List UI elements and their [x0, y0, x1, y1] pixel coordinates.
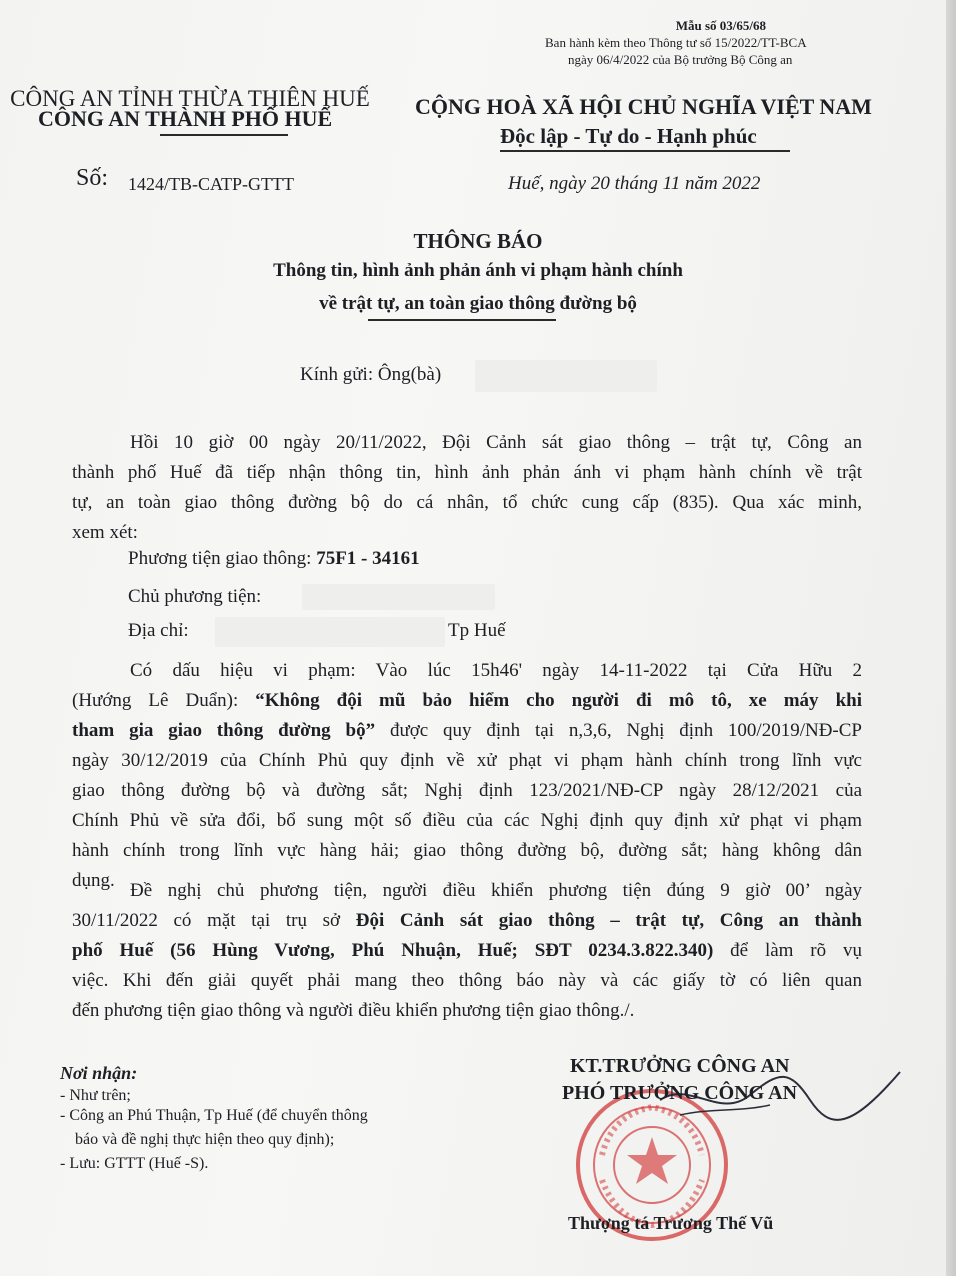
owner-label: Chủ phương tiện: [128, 586, 262, 607]
subtitle-underline [368, 319, 556, 321]
vehicle-label: Phương tiện giao thông: [128, 548, 317, 569]
paragraph-line [72, 906, 862, 936]
violation-paragraph [72, 656, 862, 896]
signature-title-1: KT.TRƯỞNG CÔNG AN [570, 1055, 790, 1077]
office-address: phố Huế (56 Hùng Vương, Phú Nhuận, Huế; SĐT 0234.3.822.340) [72, 940, 714, 961]
violation-description-cont: tham gia giao thông đường bộ” [72, 720, 376, 741]
org-underline [160, 134, 288, 136]
document-subtitle-1: Thông tin, hình ảnh phản ánh vi phạm hành chính [273, 260, 683, 281]
place-date: Huế, ngày 20 tháng 11 năm 2022 [508, 173, 761, 194]
vehicle-row [128, 548, 420, 570]
recipient-item-cont: báo và đề nghị thực hiện theo quy định); [75, 1131, 335, 1148]
paragraph-line: Đề nghị chủ phương tiện, người điều khiển phương tiện đúng 9 giờ 00’ ngày [130, 880, 862, 901]
purpose: để làm rõ vụ [713, 940, 862, 961]
motto-underline [500, 150, 790, 152]
paragraph-line: ngày 30/12/2019 của Chính Phủ quy định về xử phạt vi phạm hành chính trong lĩnh vực [72, 750, 862, 771]
form-issued-line-2: ngày 06/4/2022 của Bộ trưởng Bộ Công an [568, 52, 793, 67]
intro-paragraph [72, 428, 862, 548]
paragraph-line [72, 686, 862, 716]
paragraph-line: thành phố Huế đã tiếp nhận thông tin, hình ảnh phản ánh vi phạm hành chính về trật [72, 462, 862, 483]
document-subtitle-2: về trật tự, an toàn giao thông đường bộ [319, 293, 637, 314]
paragraph-line: Chính Phủ về sửa đổi, bổ sung một số điều của các Nghị định quy định xử phạt vi phạm [72, 810, 862, 831]
paragraph-line [72, 936, 862, 966]
org-city: CÔNG AN THÀNH PHỐ HUẾ [38, 106, 333, 131]
recipient-item: - Lưu: GTTT (Huế -S). [60, 1155, 209, 1172]
document-number-label: Số: [76, 165, 109, 191]
address-city: Tp Huế [448, 620, 506, 641]
legal-basis: được quy định tại n,3,6, Nghị định 100/2019/NĐ-CP [375, 720, 862, 741]
paragraph-line: việc. Khi đến giải quyết phải mang theo thông báo này và các giấy tờ có liên quan [72, 970, 862, 991]
paragraph-line [72, 716, 862, 746]
location-direction: (Hướng Lê Duẩn): [72, 690, 256, 711]
document-title: THÔNG BÁO [413, 229, 543, 253]
paragraph-line: Có dấu hiệu vi phạm: Vào lúc 15h46' ngày 14-11-2022 tại Cửa Hữu 2 [130, 660, 862, 681]
page-edge [946, 0, 956, 1276]
license-plate: 75F1 - 34161 [316, 548, 420, 569]
request-paragraph [72, 876, 862, 1026]
recipients-title: Nơi nhận: [60, 1063, 138, 1083]
recipient-label: Kính gửi: Ông(bà) [300, 364, 442, 385]
signature-title-2: PHÓ TRƯỞNG CÔNG AN [562, 1082, 798, 1104]
document-number: 1424/TB-CATP-GTTT [128, 174, 294, 194]
paragraph-line: Hồi 10 giờ 00 ngày 20/11/2022, Đội Cảnh sát giao thông – trật tự, Công an [130, 432, 862, 453]
recipient-item: - Như trên; [60, 1087, 131, 1104]
paragraph-line: đến phương tiện giao thông và người điều khiển phương tiện giao thông./. [72, 1000, 635, 1021]
form-issued-line-1: Ban hành kèm theo Thông tư số 15/2022/TT-BCA [545, 35, 807, 50]
nation-heading: CỘNG HOÀ XÃ HỘI CHỦ NGHĨA VIỆT NAM [415, 94, 872, 119]
national-motto: Độc lập - Tự do - Hạnh phúc [500, 124, 757, 148]
paragraph-line: xem xét: [72, 522, 138, 543]
redacted-address [215, 617, 445, 647]
appointment-date: 30/11/2022 có mặt tại trụ sở [72, 910, 356, 931]
redacted-owner-name [302, 584, 495, 610]
form-number: Mẫu số 03/65/68 [675, 18, 766, 33]
paragraph-line: hành chính trong lĩnh vực hàng hải; giao thông đường bộ, đường sắt; hàng không dân [72, 840, 862, 861]
paragraph-line: giao thông đường bộ và đường sắt; Nghị định 123/2021/NĐ-CP ngày 28/12/2021 của [72, 780, 862, 801]
address-label: Địa chỉ: [128, 620, 189, 641]
office-name: Đội Cảnh sát giao thông – trật tự, Công an thành [355, 910, 862, 931]
paragraph-line: tự, an toàn giao thông đường bộ do cá nhân, tổ chức cung cấp (835). Qua xác minh, [72, 492, 862, 513]
signer-name: Thượng tá Trương Thế Vũ [568, 1213, 774, 1233]
recipient-item: - Công an Phú Thuận, Tp Huế (để chuyển thông [60, 1107, 368, 1124]
violation-description: “Không đội mũ bảo hiểm cho người đi mô tô, xe máy khi [255, 690, 862, 711]
redacted-recipient-name [475, 360, 657, 392]
org-province: CÔNG AN TỈNH THỪA THIÊN HUẾ [10, 86, 370, 111]
paragraph-line: dụng. [72, 870, 115, 891]
